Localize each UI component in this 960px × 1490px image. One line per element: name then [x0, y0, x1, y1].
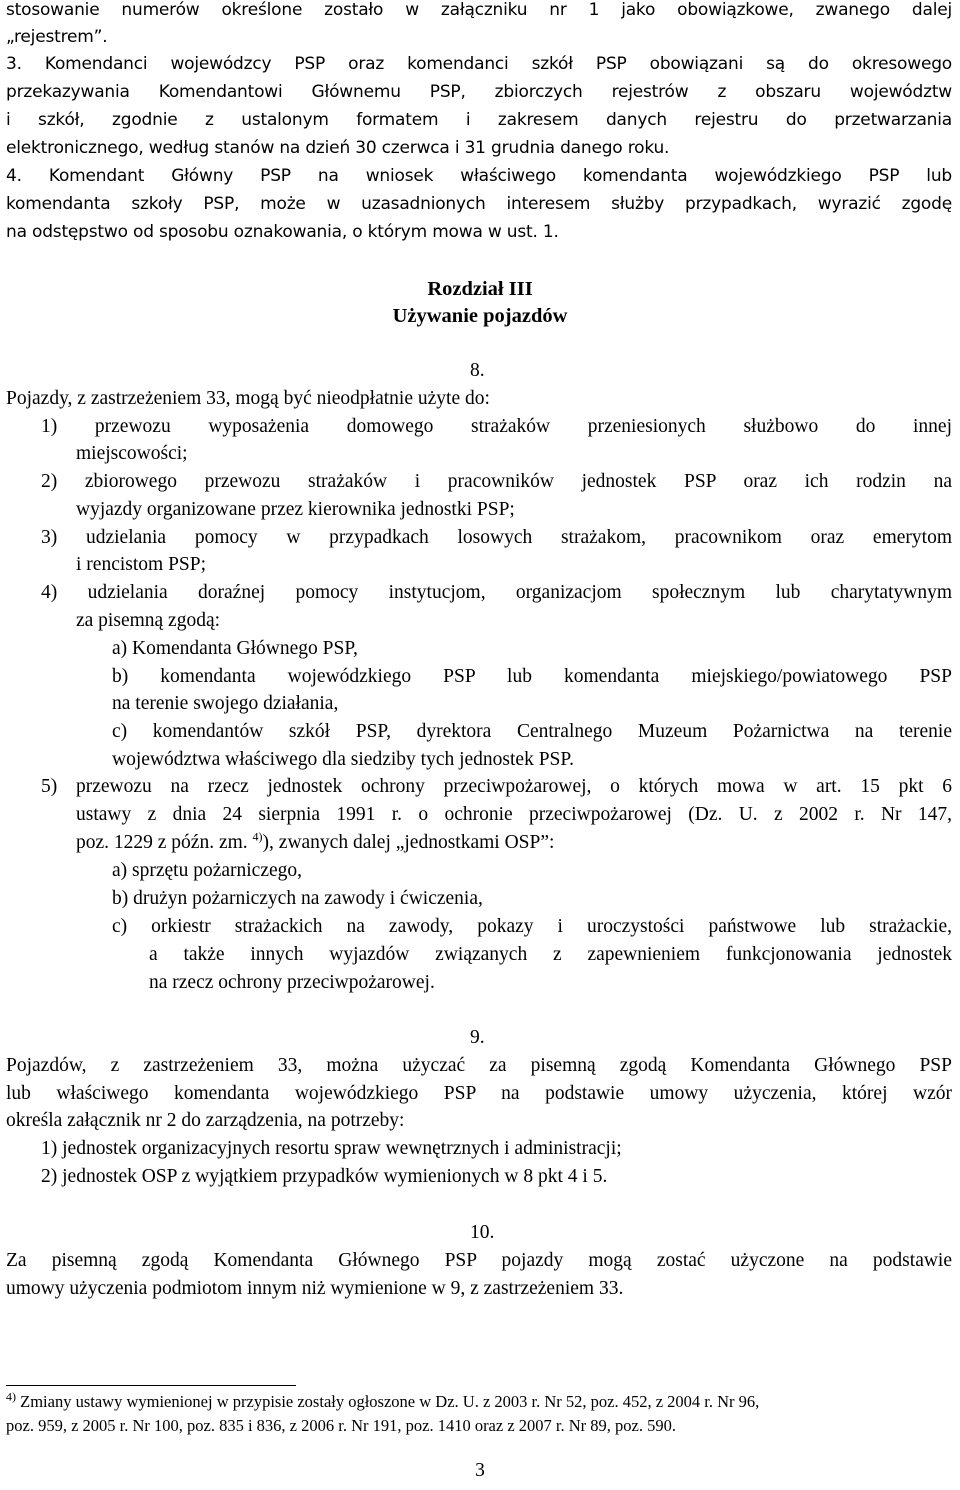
para3-line-2: przekazywania Komendantowi Głównemu PSP, zbiorczych rejestrów z obszaru województw	[6, 82, 952, 102]
s9-item-2: 2) jednostek OSP z wyjątkiem przypadków wymienionych w 8 pkt 4 i 5.	[41, 1166, 608, 1187]
s8-item-2-line-1: 2) zbiorowego przewozu strażaków i pracowników jednostek PSP oraz ich rodzin na	[41, 471, 952, 492]
chapter-subtitle: Używanie pojazdów	[392, 305, 568, 327]
s10-line-2: umowy użyczenia podmiotom innym niż wymienione w 9, z zastrzeżeniem 33.	[6, 1278, 624, 1299]
footnote-text-1: Zmiany ustawy wymienionej w przypisie zostały ogłoszone w Dz. U. z 2003 r. Nr 52, poz. 452, z 2004 r. Nr 96,	[20, 1392, 760, 1411]
para4-line-2: komendanta szkoły PSP, może w uzasadnionych interesem służby przypadkach, wyrazić zgodę	[6, 194, 952, 214]
para3-line-3: i szkół, zgodnie z ustalonym formatem i zakresem danych rejestru do przetwarzania	[6, 110, 952, 130]
s8-item-3-line-1: 3) udzielania pomocy w przypadkach losowych strażakom, pracownikom oraz emerytom	[41, 527, 952, 548]
continuation-line-1: stosowanie numerów określone zostało w załączniku nr 1 jako obowiązkowe, zwanego dalej	[6, 0, 952, 20]
s8-item-5-line-2: ustawy z dnia 24 sierpnia 1991 r. o ochronie przeciwpożarowej (Dz. U. z 2002 r. Nr 147,	[76, 804, 952, 825]
s8-item-5-a: a) sprzętu pożarniczego,	[112, 860, 303, 881]
s8-item-4-b-line-1: b) komendanta wojewódzkiego PSP lub komendanta miejskiego/powiatowego PSP	[112, 666, 952, 687]
footnote-line-2: poz. 959, z 2005 r. Nr 100, poz. 835 i 836, z 2006 r. Nr 191, poz. 1410 oraz z 2007 r. Nr 89, poz. 590.	[6, 1416, 676, 1435]
para4-line-3: na odstępstwo od sposobu oznakowania, o którym mowa w ust. 1.	[6, 222, 559, 242]
s8-item-5-c-line-3: na rzecz ochrony przeciwpożarowej.	[149, 972, 435, 993]
s8-item-5-b: b) drużyn pożarniczych na zawody i ćwiczenia,	[112, 888, 483, 909]
s9-line-2: lub właściwego komendanta wojewódzkiego PSP na podstawie umowy użyczenia, której wzór	[6, 1083, 952, 1104]
s8-item-4-c-line-1: c) komendantów szkół PSP, dyrektora Centralnego Muzeum Pożarnictwa na terenie	[112, 721, 952, 742]
s8-item-4-c-line-2: województwa właściwego dla siedziby tych jednostek PSP.	[112, 749, 574, 770]
para3-line-1: 3. Komendanci wojewódzcy PSP oraz komendanci szkół PSP obowiązani są do okresowego	[6, 54, 952, 74]
section-8-intro: Pojazdy, z zastrzeżeniem 33, mogą być nieodpłatnie użyte do:	[6, 388, 490, 409]
section-9-number: 9.	[470, 1027, 485, 1048]
s8-item-5-line-3-pre: poz. 1229 z późn. zm.	[76, 832, 248, 853]
footnote-line-1	[6, 1390, 952, 1414]
s8-item-1-line-2: miejscowości;	[76, 443, 188, 464]
s8-item-5-c-line-2: a także innych wyjazdów związanych z zapewnieniem funkcjonowania jednostek	[149, 944, 952, 965]
s9-line-3: określa załącznik nr 2 do zarządzenia, na potrzeby:	[6, 1110, 405, 1131]
footnote-separator	[6, 1385, 296, 1386]
s8-item-4-line-1: 4) udzielania doraźnej pomocy instytucjom, organizacjom społecznym lub charytatywnym	[41, 582, 952, 603]
s9-line-1: Pojazdów, z zastrzeżeniem 33, można użyczać za pisemną zgodą Komendanta Głównego PSP	[6, 1055, 952, 1076]
continuation-line-2: „rejestrem”.	[6, 27, 108, 47]
footnote-reference-4: 4)	[252, 829, 263, 844]
page-number: 3	[475, 1460, 485, 1481]
s8-item-5-line-3	[76, 829, 952, 856]
s8-item-5-line-1: 5) przewozu na rzecz jednostek ochrony przeciwpożarowej, o których mowa w art. 15 pkt 6	[41, 776, 952, 797]
s9-item-1: 1) jednostek organizacyjnych resortu spraw wewnętrznych i administracji;	[41, 1138, 622, 1159]
chapter-title: Rozdział III	[427, 278, 533, 300]
footnote-mark: 4)	[6, 1389, 16, 1404]
section-8-number: 8.	[470, 360, 485, 381]
s8-item-4-a: a) Komendanta Głównego PSP,	[112, 638, 358, 659]
s10-line-1: Za pisemną zgodą Komendanta Głównego PSP pojazdy mogą zostać użyczone na podstawie	[6, 1250, 952, 1271]
para3-line-4: elektronicznego, według stanów na dzień 30 czerwca i 31 grudnia danego roku.	[6, 138, 670, 158]
s8-item-4-line-2: za pisemną zgodą:	[76, 610, 221, 631]
section-10-number: 10.	[470, 1222, 495, 1243]
s8-item-4-b-line-2: na terenie swojego działania,	[112, 693, 339, 714]
s8-item-5-line-3-post: ), zwanych dalej „jednostkami OSP”:	[262, 832, 555, 853]
para4-line-1: 4. Komendant Główny PSP na wniosek właściwego komendanta wojewódzkiego PSP lub	[6, 166, 952, 186]
s8-item-3-line-2: i rencistom PSP;	[76, 554, 207, 575]
s8-item-2-line-2: wyjazdy organizowane przez kierownika jednostki PSP;	[76, 499, 515, 520]
s8-item-1-line-1: 1) przewozu wyposażenia domowego strażaków przeniesionych służbowo do innej	[41, 416, 952, 437]
s8-item-5-c-line-1: c) orkiestr strażackich na zawody, pokazy i uroczystości państwowe lub strażackie,	[112, 916, 952, 937]
